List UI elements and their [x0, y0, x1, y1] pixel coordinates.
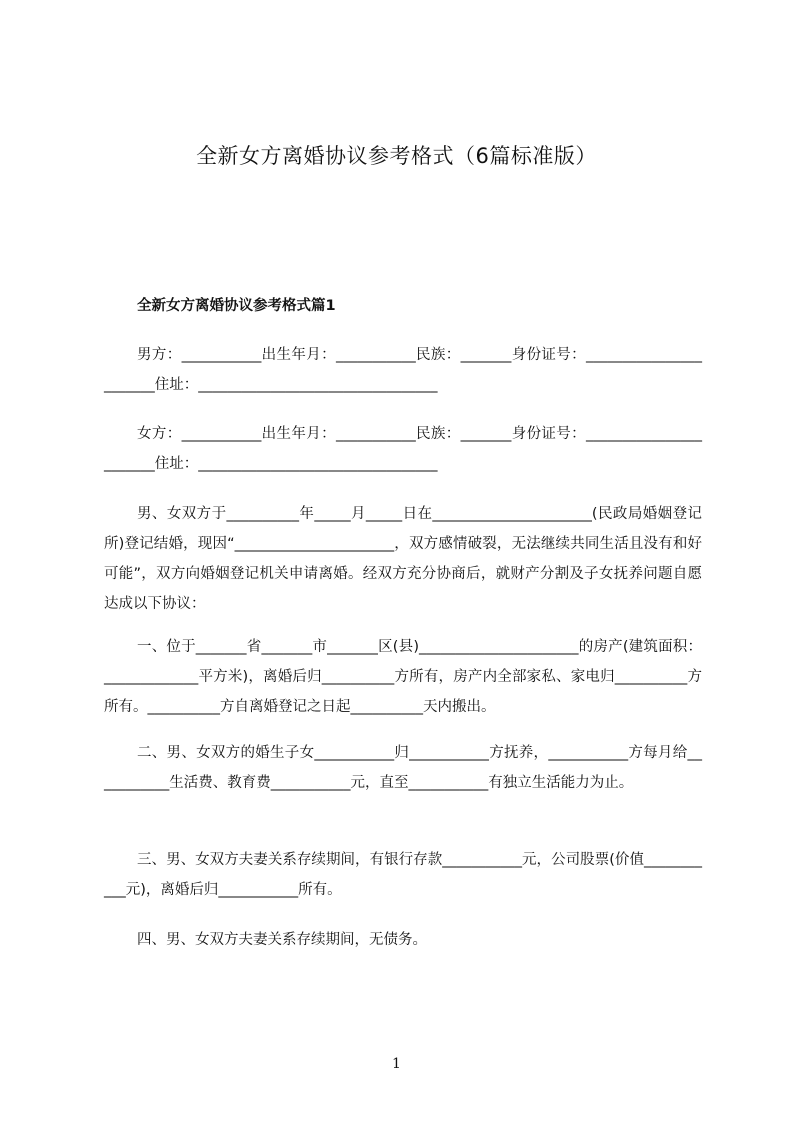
male-info-paragraph: 男方：___________出生年月：___________民族：_______身份证号：_______________________住址：_________________________________ [104, 347, 702, 393]
document-title: 全新女方离婚协议参考格式（6篇标准版） [196, 144, 597, 168]
section-title: 全新女方离婚协议参考格式篇1 [137, 298, 336, 314]
female-info-paragraph: 女方：___________出生年月：___________民族：_______身份证号：_______________________住址：_________________________________ [104, 426, 702, 472]
child-custody-clause-paragraph: 二、男、女双方的婚生子女___________归___________方抚养，___________方每月给___________生活费、教育费___________元，直至___________有独立生活能力为止。 [104, 745, 702, 791]
debt-clause-paragraph: 四、男、女双方夫妻关系存续期间，无债务。 [137, 932, 427, 948]
page-number: 1 [392, 1056, 401, 1072]
savings-clause-paragraph: 三、男、女双方夫妻关系存续期间，有银行存款___________元，公司股票(价值___________元)，离婚后归___________所有。 [104, 852, 702, 898]
marriage-paragraph: 男、女双方于__________年_____月_____日在______________________(民政局婚姻登记所)登记结婚，现因“______________________，双方感情破裂，无法继续共同生活且没有和好可能”，双方向婚姻登记机关申请离婚。经双方充分协商后，就财产分割及子女抚养问题自愿达成以下协议： [104, 506, 702, 612]
property-clause-paragraph: 一、位于_______省_______市_______区(县)______________________的房产(建筑面积：_____________平方米)，离婚后归__________方所有，房产内全部家私、家电归__________方所有。__________方自离婚登记之日起__________天内搬出。 [104, 639, 702, 715]
